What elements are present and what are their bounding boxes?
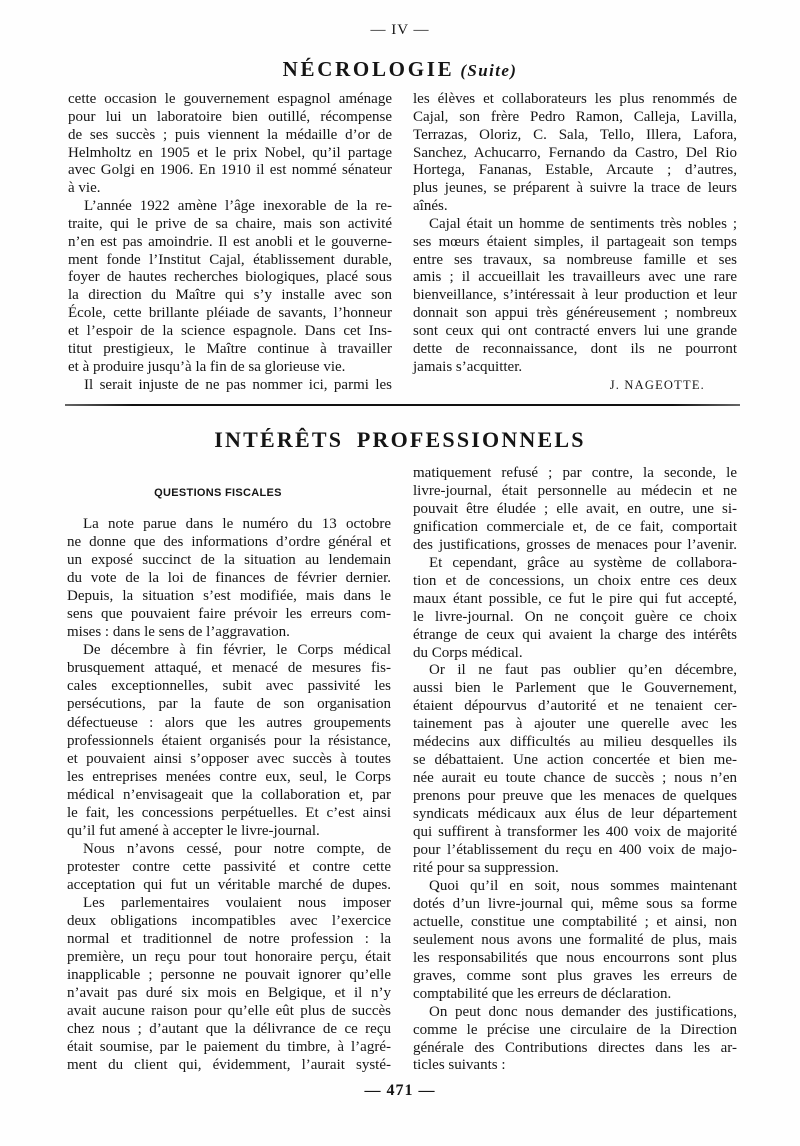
- subsection-title: QUESTIONS FISCALES: [154, 487, 282, 499]
- text-line: de ses succès ; puis viennent la médaille d’or de: [68, 126, 392, 143]
- text-line: Cajal était un homme de sentiments très nobles ;: [429, 215, 737, 232]
- text-line: traite, qui le prive de sa chaire, mais son activité: [68, 215, 392, 232]
- text-line: persécutions, par la faute de son organisation: [67, 696, 391, 713]
- text-line: Depuis, la situation s’est modifiée, mais dans le: [67, 588, 391, 605]
- text-line: graves, comme sont plus graves les erreurs de: [413, 967, 737, 984]
- text-line: avec Golgi en 1906. En 1910 il est nommé sénateur: [68, 162, 392, 179]
- necrologie-left-column: [68, 91, 392, 394]
- text-line: ses mœurs étaient simples, il partageait son temps: [413, 233, 737, 250]
- text-line: les entreprises menées contre eux, seul, le Corps: [67, 768, 391, 785]
- paragraph: [67, 515, 391, 641]
- text-line: plus jeunes, se préparent à suivre la trace de leurs: [413, 180, 737, 197]
- text-line: mises : dans le sens de l’aggravation.: [67, 624, 290, 641]
- paragraph: [68, 198, 392, 376]
- text-line: dotés d’un livre-journal qui, même sous sa forme: [413, 895, 737, 912]
- text-line: pour lui un laboratoire bien outillé, récompense: [68, 108, 392, 125]
- paragraph: [413, 216, 737, 377]
- text-line: et à produire jusqu’à la fin de sa glorieuse vie.: [68, 358, 346, 375]
- text-line: amis ; il accueillait les travailleurs avec une rare: [413, 269, 737, 286]
- text-line: étaient dépourvus d’autorité et ne tenaient cer-: [413, 698, 737, 715]
- text-line: avait aucune raison pour qu’elle eût plus de succès: [67, 1003, 391, 1020]
- text-line: les responsabilités que nous encourrons sont plus: [413, 949, 737, 966]
- text-line: entre ses travaux, sa nombreuse famille et ses: [413, 251, 737, 268]
- text-line: tion et de concessions, un choix entre ces deux: [413, 572, 737, 589]
- interets-title: INTÉRÊTS PROFESSIONNELS: [214, 427, 586, 452]
- text-line: pour l’établissement du reçu en 400 voix de majo-: [413, 842, 737, 859]
- section-divider: [65, 404, 740, 406]
- text-line: médecins aux difficultés au milieu desquelles ils: [413, 734, 737, 751]
- text-line: Cajal, son frère Pedro Ramon, Calleja, Lavilla,: [413, 108, 737, 125]
- text-line: comme le précise une circulaire de la Direction: [413, 1021, 737, 1038]
- text-line: livre-journal, était personnelle au médecin et ne: [413, 482, 737, 499]
- text-line: sens que pouvaient faire prévoir les erreurs com-: [67, 606, 391, 623]
- text-line: les élèves et collaborateurs les plus renommés de: [413, 91, 737, 107]
- text-line: École, cette brillante pléiade de savants, l’honneur: [68, 305, 392, 322]
- paragraph: [413, 555, 737, 663]
- text-line: aînés.: [413, 198, 448, 215]
- paragraph: [67, 840, 391, 894]
- text-line: maux étant possible, ce fut le pire qui fut accepté,: [413, 590, 737, 607]
- text-line: aussi bien le Parlement que le Gouvernement,: [413, 680, 737, 697]
- text-line: deux obligations incompatibles avec l’exercice: [67, 913, 391, 930]
- text-line: Nous n’avons cessé, pour notre compte, de: [83, 840, 391, 857]
- text-line: sont ceux qui ont contracté envers lui une grande: [413, 322, 737, 339]
- text-line: Terrazas, Oloriz, C. Sala, Tello, Illera, Lafora,: [413, 126, 737, 143]
- text-line: brusquement attaqué, et menacé de mesures fis-: [67, 660, 391, 677]
- text-line: Hortega, Fananas, Estable, Arcaute ; d’autres,: [413, 162, 737, 179]
- text-line: le livre-journal. On ne conçoit guère ce choix: [413, 608, 737, 625]
- paragraph: [67, 641, 391, 840]
- text-line: tainement pas à ajouter une querelle avec les: [413, 716, 737, 733]
- text-line: protester contre cette passivité et contre cette: [67, 858, 391, 875]
- text-line: médical n’envisageait que la collaboration et, par: [67, 786, 391, 803]
- text-line: titut prestigieux, le Maître continue à travailler: [68, 340, 392, 357]
- text-line: prenons pour preuve que les menaces de quelques: [413, 788, 737, 805]
- text-line: du Corps médical.: [413, 644, 523, 661]
- necrologie-title-text: NÉCROLOGIE: [282, 57, 455, 81]
- text-line: défectueuse : alors que les autres groupements: [67, 714, 391, 731]
- text-line: la direction du Maître qui s’y installe avec son: [68, 287, 392, 304]
- text-line: étrange de ceux qui avaient la charge des intérêts: [413, 626, 737, 643]
- text-line: jamais s’acquitter.: [413, 358, 523, 375]
- paragraph: [67, 894, 391, 1074]
- text-line: dette de reconnaissance, dont ils ne pourront: [413, 340, 737, 357]
- paragraph: [413, 1004, 737, 1076]
- text-line: se débattaient. Une action concertée et bien me-: [413, 752, 737, 769]
- paragraph: [413, 878, 737, 1004]
- text-line: première, un reçu pour tout honoraire perçu, était: [67, 949, 391, 966]
- text-line: bienveillance, s’intéressait à leur production et leur: [413, 287, 737, 304]
- text-line: inapplicable ; personne ne pouvait ignorer qu’elle: [67, 967, 391, 984]
- necrologie-right-column: [413, 91, 737, 394]
- running-head: — IV —: [370, 22, 430, 38]
- text-line: Quoi qu’il en soit, nous sommes maintenant: [429, 877, 737, 894]
- text-line: normal et traditionnel de notre profession : la: [67, 931, 391, 948]
- interets-right-column: [413, 465, 737, 1075]
- text-line: générale des Contributions directes dans les ar-: [413, 1039, 737, 1056]
- text-line: ment fonde l’Institut Cajal, établissement durable,: [68, 251, 392, 268]
- text-line: gnification commerciale et, de ce fait, comportait: [413, 518, 737, 535]
- text-line: De décembre à fin février, le Corps médical: [83, 642, 391, 659]
- text-line: qu’il fut amené à accepter le livre-journal.: [67, 822, 320, 839]
- necrologie-title-suffix: (Suite): [460, 61, 518, 80]
- text-line: matiquement refusé ; par contre, la seconde, le: [413, 465, 737, 481]
- paragraph: [68, 91, 392, 198]
- text-line: et pouvaient ainsi s’opposer avec succès à toutes: [67, 750, 391, 767]
- text-line: ne donne que des informations d’ordre général et: [67, 534, 391, 551]
- text-line: à vie.: [68, 180, 101, 197]
- text-line: rité pour sa suppression.: [413, 859, 559, 876]
- text-line: Helmholtz en 1905 et le prix Nobel, qu’il partage: [68, 144, 392, 161]
- text-line: professionnels étaient organisés pour la résistance,: [67, 732, 391, 749]
- text-line: qui suffirent à transformer les 400 voix de majorité: [413, 824, 737, 841]
- text-line: née aurait eu toute chance de succès ; nous n’en: [413, 770, 737, 787]
- text-line: comptabilité que les erreurs de déclaration.: [413, 985, 672, 1002]
- text-line: du vote de la loi de finances de février dernier.: [67, 570, 391, 587]
- text-line: chez nous ; d’autant que la délivrance de ce reçu: [67, 1021, 391, 1038]
- text-line: seulement nous avons une formalité de plus, mais: [413, 931, 737, 948]
- text-line: et l’espoir de la science espagnole. Dans cet Ins-: [68, 322, 392, 339]
- text-line: La note parue dans le numéro du 13 octobre: [83, 516, 391, 532]
- text-line: donnait son appui très généreusement ; nombreux: [413, 305, 737, 322]
- text-line: acceptation qui fut un véritable marché de dupes.: [67, 876, 391, 893]
- paragraph: [413, 465, 737, 555]
- text-line: pouvait être éludée ; elle avait, en outre, une si-: [413, 500, 737, 517]
- interets-left-column: [67, 515, 391, 1074]
- text-line: ment du client qui, évidemment, l’aurait systé-: [67, 1057, 391, 1074]
- text-line: était soumise, par le paiement du timbre, à l’agré-: [67, 1039, 391, 1056]
- page-number: — 471 —: [364, 1082, 436, 1099]
- text-line: un exposé succinct de la situation au lendemain: [67, 552, 391, 569]
- text-line: n’en est pas amoindrie. Il est anobli et le gouverne-: [68, 233, 392, 250]
- text-line: des justifications, grosses de menaces pour l’avenir.: [413, 536, 737, 553]
- text-line: syndicats médicaux aux élus de leur département: [413, 806, 737, 823]
- author-signature: J. NAGEOTTE.: [609, 377, 705, 392]
- text-line: ticles suivants :: [413, 1057, 506, 1074]
- paragraph: [413, 91, 737, 216]
- text-line: actuelle, constitue une comptabilité ; et ainsi, non: [413, 913, 737, 930]
- paragraph: [413, 662, 737, 877]
- text-line: cales exceptionnelles, subit avec passivité les: [67, 678, 391, 695]
- text-line: Or il ne faut pas oublier qu’en décembre,: [429, 662, 737, 679]
- text-line: n’avait pas duré six mois en Belgique, et il n’y: [67, 985, 391, 1002]
- text-line: cette occasion le gouvernement espagnol aménage: [68, 91, 392, 107]
- paragraph: [68, 377, 392, 395]
- text-line: Et cependant, grâce au système de collabora-: [429, 554, 737, 571]
- necrologie-title: [0, 56, 800, 84]
- text-line: Les parlementaires voulaient nous imposer: [83, 894, 391, 911]
- text-line: le fait, les concessions perpétuelles. Et c’est ainsi: [67, 804, 391, 821]
- text-line: foyer de hautes recherches biologiques, placé sous: [68, 269, 392, 286]
- text-line: On peut donc nous demander des justifications,: [429, 1003, 737, 1020]
- text-line: Il serait injuste de ne pas nommer ici, parmi les: [84, 376, 392, 393]
- text-line: L’année 1922 amène l’âge inexorable de la re-: [84, 198, 392, 215]
- text-line: Sanchez, Achucarro, Fernando da Castro, Del Rio: [413, 144, 737, 161]
